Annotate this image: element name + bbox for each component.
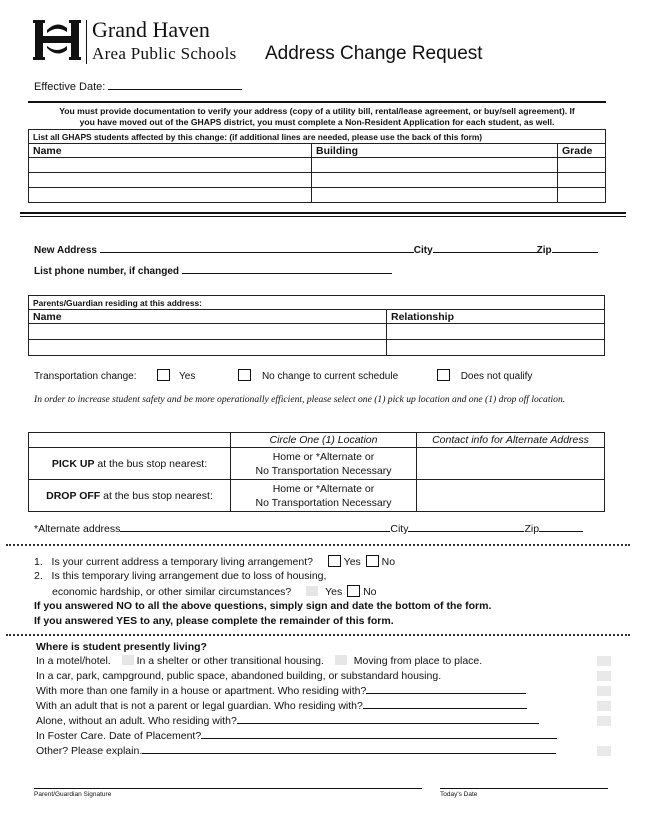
logo-divider	[86, 20, 87, 64]
families-checkbox[interactable]	[597, 686, 611, 696]
living-row-foster: In Foster Care. Date of Placement?	[36, 730, 557, 742]
zip-field[interactable]	[552, 244, 598, 253]
col-circle-location: Circle One (1) Location	[231, 433, 417, 448]
alt-address-field[interactable]	[120, 523, 390, 532]
q1-yes-checkbox[interactable]	[328, 555, 341, 567]
transportation-label: Transportation change:	[34, 371, 137, 382]
pickup-contact-cell[interactable]	[417, 448, 605, 480]
dotted-divider	[6, 634, 630, 636]
new-address-label: New Address	[34, 245, 97, 256]
dropoff-contact-cell[interactable]	[417, 480, 605, 512]
transportation-row	[34, 369, 532, 382]
alt-address-label: *Alternate address	[34, 523, 121, 535]
students-table	[28, 129, 606, 203]
other-checkbox[interactable]	[597, 746, 611, 756]
alone-who-field[interactable]	[237, 715, 539, 724]
guardian-name-cell[interactable]	[29, 340, 387, 356]
foster-date-field[interactable]	[201, 730, 557, 739]
new-address-field[interactable]	[100, 244, 414, 253]
effective-date-field[interactable]	[108, 80, 242, 90]
safety-note: In order to increase student safety and be more operationally efficient, please select one (1) pick up location and one (1) drop off location.	[34, 394, 566, 405]
district-logo-icon	[33, 18, 81, 62]
col-building: Building	[312, 144, 558, 158]
relationship-cell[interactable]	[387, 324, 605, 340]
question-2-cont: economic hardship, or other similar circumstances? Yes No	[52, 586, 377, 598]
grade-cell[interactable]	[558, 158, 606, 173]
table-row	[29, 324, 605, 340]
effective-date-label: Effective Date:	[34, 81, 106, 93]
shelter-checkbox[interactable]	[335, 655, 347, 665]
motel-checkbox[interactable]	[122, 655, 134, 665]
parent-signature-label: Parent/Guardian Signature	[34, 791, 112, 798]
alt-zip-field[interactable]	[539, 523, 583, 532]
grade-cell[interactable]	[558, 173, 606, 188]
building-cell[interactable]	[312, 188, 558, 203]
car-checkbox[interactable]	[597, 671, 611, 681]
form-title: Address Change Request	[265, 43, 483, 64]
adult-who-field[interactable]	[363, 700, 527, 709]
district-name: Grand Haven	[92, 17, 210, 42]
alt-city-label: City	[390, 523, 409, 535]
alone-checkbox[interactable]	[597, 716, 611, 726]
transport-not-qualify-label: Does not qualify	[460, 371, 533, 382]
table-row	[29, 188, 606, 203]
dropoff-options[interactable]: Home or *Alternate or No Transportation Necessary	[231, 480, 417, 512]
relationship-cell[interactable]	[387, 340, 605, 356]
todays-date-field[interactable]	[440, 788, 608, 789]
students-table-caption: List all GHAPS students affected by this change: (if additional lines are needed, please use the back of this form)	[29, 130, 606, 144]
question-1: 1. Is your current address a temporary living arrangement? Yes No	[34, 556, 396, 568]
col-contact-info: Contact info for Alternate Address	[417, 433, 605, 448]
alt-zip-label: Zip	[524, 523, 540, 535]
instruction-no: If you answered NO to all the above questions, simply sign and date the bottom of the form.	[34, 600, 492, 612]
q2-no-checkbox[interactable]	[347, 585, 360, 597]
phone-field[interactable]	[182, 265, 392, 274]
guardian-table-caption: Parents/Guardian residing at this address:	[29, 296, 605, 310]
building-cell[interactable]	[312, 173, 558, 188]
table-row	[29, 173, 606, 188]
instruction-yes: If you answered YES to any, please complete the remainder of this form.	[34, 615, 394, 627]
district-subtitle: Area Public Schools	[92, 44, 237, 63]
todays-date-label: Today's Date	[440, 791, 478, 798]
transport-no-change-checkbox[interactable]	[238, 369, 251, 381]
dropoff-label: DROP OFF at the bus stop nearest:	[29, 480, 231, 512]
building-cell[interactable]	[312, 158, 558, 173]
documentation-notice: You must provide documentation to verify your address (copy of a utility bill, rental/lease agreement, or buy/sell agreement). If you have moved out of the GHAPS district, you must complete a Non-Resident Application for each student, as well.	[59, 106, 575, 127]
living-row-adult: With an adult that is not a parent or legal guardian. Who residing with?	[36, 700, 527, 712]
guardian-name-cell[interactable]	[29, 324, 387, 340]
city-field[interactable]	[433, 244, 537, 253]
living-row-families: With more than one family in a house or apartment. Who residing with?	[36, 685, 526, 697]
transport-no-change-label: No change to current schedule	[261, 371, 399, 382]
living-row-other: Other? Please explain.	[36, 745, 556, 757]
living-row-car: In a car, park, campground, public space, abandoned building, or substandard housing.	[36, 670, 442, 682]
transport-yes-label: Yes	[179, 371, 196, 382]
student-name-cell[interactable]	[29, 173, 312, 188]
col-student-name: Name	[29, 144, 312, 158]
city-label: City	[413, 245, 433, 256]
table-row	[29, 340, 605, 356]
living-row-1: In a motel/hotel. In a shelter or other transitional housing. Moving from place to place.	[36, 655, 483, 667]
student-name-cell[interactable]	[29, 158, 312, 173]
other-explain-field[interactable]	[142, 745, 556, 754]
living-heading: Where is student presently living?	[36, 641, 207, 653]
moving-checkbox[interactable]	[597, 656, 611, 666]
transport-not-qualify-checkbox[interactable]	[437, 369, 450, 381]
question-2: 2. Is this temporary living arrangement due to loss of housing,	[34, 570, 327, 582]
adult-checkbox[interactable]	[597, 701, 611, 711]
pickup-label: PICK UP at the bus stop nearest:	[29, 448, 231, 480]
dotted-divider	[6, 544, 630, 546]
families-who-field[interactable]	[366, 685, 526, 694]
new-address-row	[34, 244, 598, 256]
alternate-address-row	[34, 523, 583, 535]
guardian-table	[28, 295, 605, 356]
student-name-cell[interactable]	[29, 188, 312, 203]
section-divider	[20, 212, 626, 217]
q1-no-checkbox[interactable]	[366, 555, 379, 567]
living-row-alone: Alone, without an adult. Who residing with?	[36, 715, 539, 727]
parent-signature-field[interactable]	[34, 788, 422, 789]
grade-cell[interactable]	[558, 188, 606, 203]
alt-city-field[interactable]	[408, 523, 524, 532]
col-guardian-name: Name	[29, 310, 387, 324]
pickup-options[interactable]: Home or *Alternate or No Transportation Necessary	[231, 448, 417, 480]
table-row	[29, 158, 606, 173]
phone-label: List phone number, if changed	[34, 266, 180, 277]
zip-label: Zip	[536, 245, 552, 256]
effective-date-row	[34, 80, 242, 93]
bus-table-corner	[29, 433, 231, 448]
notice-top-rule	[28, 101, 606, 103]
bus-stop-table	[28, 432, 605, 512]
transport-yes-checkbox[interactable]	[157, 369, 170, 381]
col-relationship: Relationship	[387, 310, 605, 324]
q2-yes-checkbox[interactable]	[306, 586, 318, 596]
phone-row	[34, 265, 392, 277]
col-grade: Grade	[558, 144, 606, 158]
